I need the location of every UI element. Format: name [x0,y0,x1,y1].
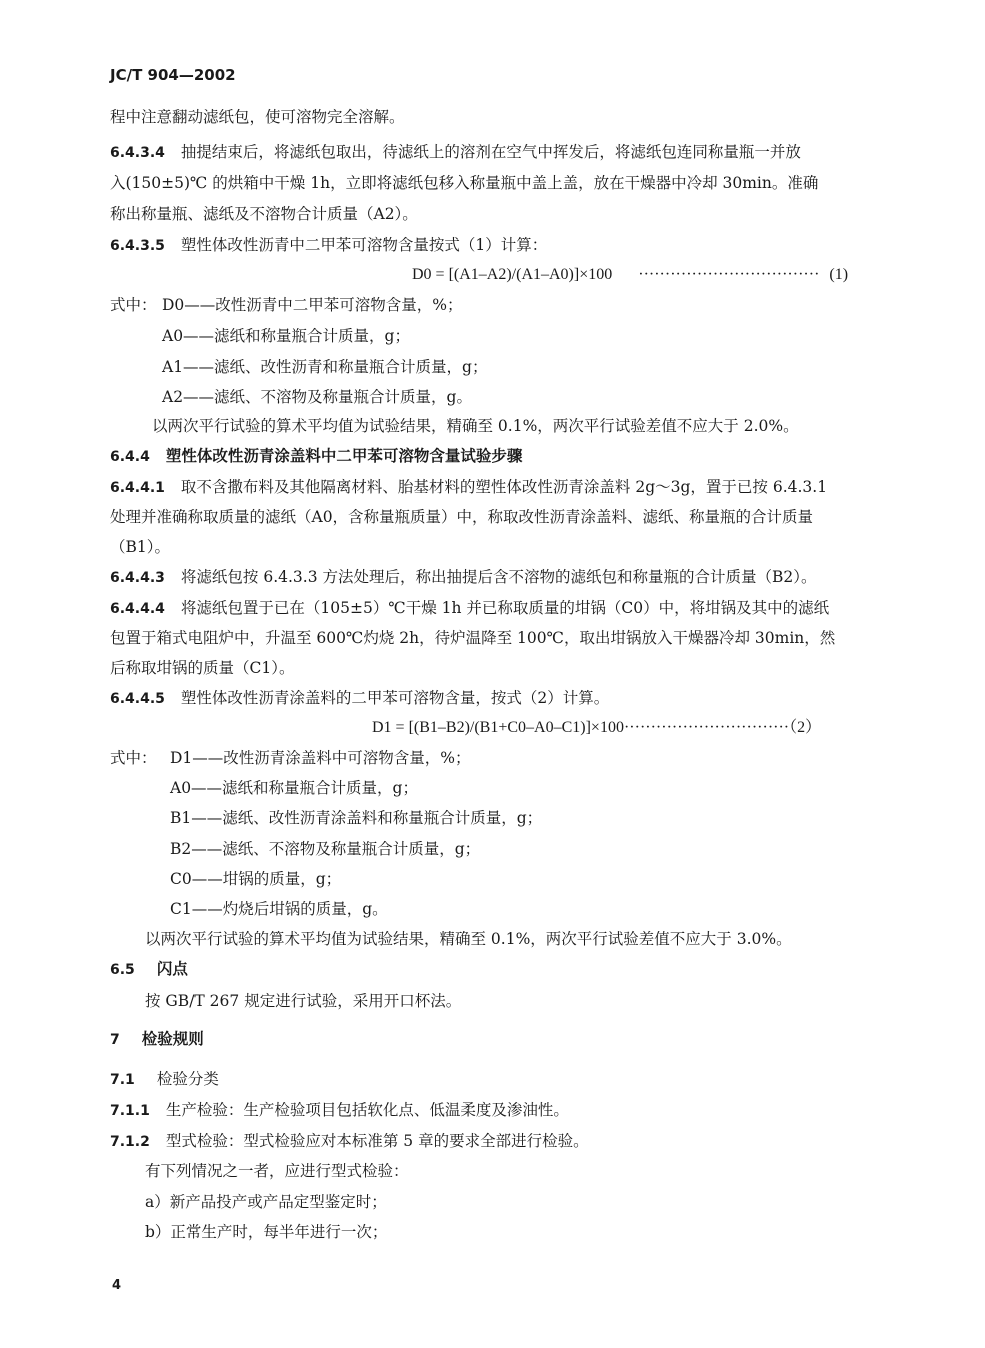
clause-number: 6.4.4.4 [110,601,165,617]
clause-number: 6.4.3.4 [110,145,165,161]
section-number: 7 [110,1032,120,1048]
symbol-definition: B1——滤纸、改性沥青涂盖料和称量瓶合计质量，g； [170,809,543,827]
result-statement: 以两次平行试验的算术平均值为试验结果，精确至 0.1%，两次平行试验差值不应大于 3.0%。 [145,930,792,948]
list-item: b）正常生产时，每半年进行一次； [145,1223,388,1241]
clause-number: 6.4.4.3 [110,570,165,586]
clause-number: 6.4.4.1 [110,480,165,496]
formula-expression: D0 = [(A1–A2)/(A1–A0)]×100 [412,266,613,283]
clause-text: 取不含撒布料及其他隔离材料、胎基材料的塑性体改性沥青涂盖料 2g～3g，置于已按 6.4.3.1 [180,478,828,496]
section-title: 塑性体改性沥青涂盖料中二甲苯可溶物含量试验步骤 [165,446,523,465]
clause-number: 7.1.2 [110,1134,150,1150]
paragraph-line: 称出称量瓶、滤纸及不溶物合计质量（A2）。 [110,205,418,223]
clause-text: 将滤纸包置于已在（105±5）℃干燥 1h 并已称取质量的坩锅（C0）中，将坩锅及其中的滤纸 [180,599,830,617]
clause-number: 6.4.3.5 [110,238,165,254]
result-statement: 以两次平行试验的算术平均值为试验结果，精确至 0.1%，两次平行试验差值不应大于 2.0%。 [152,417,799,435]
symbol-definition: A1——滤纸、改性沥青和称量瓶合计质量，g； [162,358,488,376]
section-7-1-heading [110,1068,219,1091]
symbol-definition: A2——滤纸、不溶物及称量瓶合计质量，g。 [162,388,472,406]
section-6-4-4-heading [110,445,522,468]
clause-7-1-1 [110,1099,569,1122]
formula-2 [372,717,821,739]
paragraph-line: 后称取坩锅的质量（C1）。 [110,659,295,677]
clause-text: 生产检验：生产检验项目包括软化点、低温柔度及渗油性。 [165,1101,569,1119]
clause-6-4-3-4 [110,141,801,164]
clause-number: 6.4.4.5 [110,691,165,707]
section-number: 6.4.4 [110,449,150,465]
clause-6-4-4-3 [110,566,817,589]
section-title: 检验分类 [156,1070,219,1088]
symbol-definition: D0——改性沥青中二甲苯可溶物含量，%； [162,296,463,314]
formula-1 [412,264,848,286]
section-7-heading [110,1028,204,1051]
clause-text: 抽提结束后，将滤纸包取出，待滤纸上的溶剂在空气中挥发后，将滤纸包连同称量瓶一并放 [180,143,801,161]
symbol-definition: D1——改性沥青涂盖料中可溶物含量，%； [170,749,471,767]
clause-6-4-4-5 [110,687,609,710]
list-item: a）新产品投产或产品定型鉴定时； [145,1193,387,1211]
symbol-definition: C1——灼烧后坩锅的质量，g。 [170,900,388,918]
clause-text: 塑性体改性沥青涂盖料的二甲苯可溶物含量，按式（2）计算。 [180,689,610,707]
clause-6-4-3-5 [110,234,547,257]
symbol-definition: C0——坩锅的质量，g； [170,870,342,888]
clause-number: 7.1.1 [110,1103,150,1119]
formula-tag: (1) [829,266,849,283]
page-number: 4 [112,1278,122,1293]
paragraph-line: 程中注意翻动滤纸包，使可溶物完全溶解。 [110,108,405,126]
section-6-5-heading [110,958,188,981]
paragraph-line: 按 GB/T 267 规定进行试验，采用开口杯法。 [145,992,462,1010]
paragraph-line: 包置于箱式电阻炉中，升温至 600℃灼烧 2h，待炉温降至 100℃，取出坩锅放入干燥器冷却 30min，然 [110,629,836,647]
paragraph-line: （B1）。 [110,538,171,556]
symbol-definition: A0——滤纸和称量瓶合计质量，g； [170,779,418,797]
clause-text: 塑性体改性沥青中二甲苯可溶物含量按式（1）计算： [180,236,548,254]
clause-6-4-4-4 [110,597,829,620]
leader-dots: ·································· [638,266,820,283]
where-lead: 式中： [110,749,157,767]
section-title: 闪点 [156,959,188,978]
section-title: 检验规则 [141,1029,204,1048]
clause-text: 将滤纸包按 6.4.3.3 方法处理后，称出抽提后含不溶物的滤纸包和称量瓶的合计质量（B2）。 [180,568,817,586]
clause-7-1-2 [110,1130,589,1153]
where-lead: 式中： [110,296,157,314]
paragraph-line: 处理并准确称取质量的滤纸（A0，含称量瓶质量）中，称取改性沥青涂盖料、滤纸、称量瓶的合计质量 [110,508,814,526]
leader-dots: ······························· [623,719,790,736]
formula-tag: （2） [789,719,822,736]
clause-text: 型式检验：型式检验应对本标准第 5 章的要求全部进行检验。 [165,1132,589,1150]
formula-expression: D1 = [(B1–B2)/(B1+C0–A0–C1)]×100 [372,719,624,736]
symbol-definition: A0——滤纸和称量瓶合计质量，g； [162,327,410,345]
symbol-definition: B2——滤纸、不溶物及称量瓶合计质量，g； [170,840,481,858]
section-number: 6.5 [110,962,135,978]
standard-code: JC/T 904—2002 [110,66,236,84]
list-lead: 有下列情况之一者，应进行型式检验： [145,1162,409,1180]
clause-6-4-4-1 [110,476,827,499]
section-number: 7.1 [110,1072,135,1088]
paragraph-line: 入(150±5)℃ 的烘箱中干燥 1h，立即将滤纸包移入称量瓶中盖上盖，放在干燥器中冷却 30min。准确 [110,174,819,192]
